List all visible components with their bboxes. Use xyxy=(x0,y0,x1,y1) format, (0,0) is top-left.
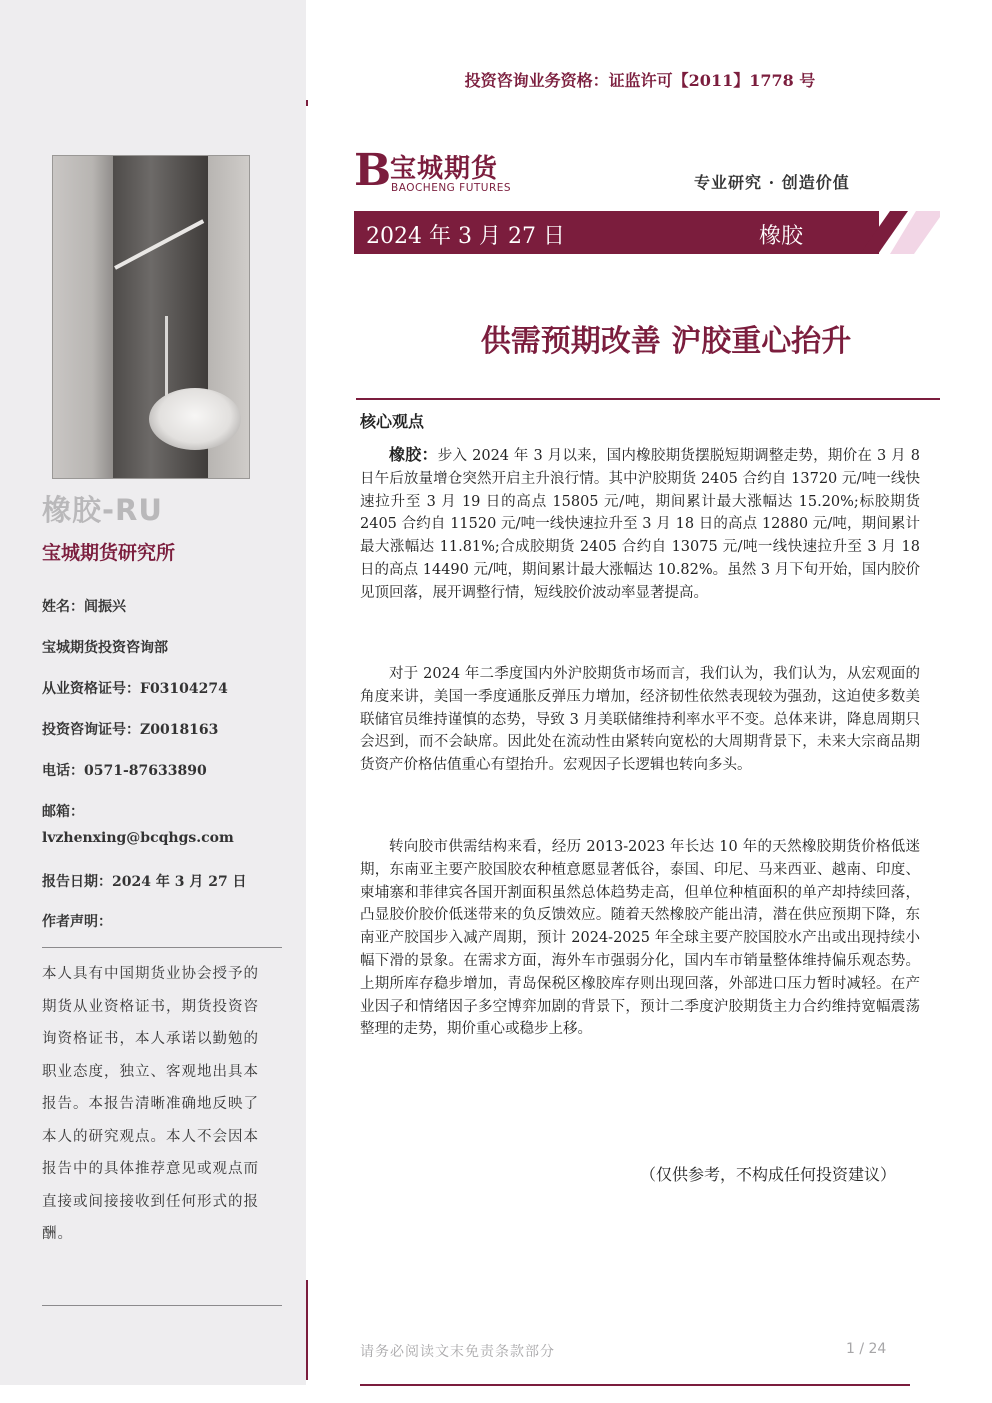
logo-text-en: BAOCHENG FUTURES xyxy=(391,182,512,194)
sidebar-title: 橡胶-RU xyxy=(42,493,163,527)
analyst-dept: 宝城期货投资咨询部 xyxy=(42,640,168,656)
paragraph-3: 转向胶市供需结构来看，经历 2013-2023 年长达 10 年的天然橡胶期货价格低迷期，东南亚主要产胶国胶农种植意愿显著低谷，泰国、印尼、马来西亚、越南、印度、柬埔寨和菲律宾各国开割面积虽然总体趋势走高，但单位种植面积的单产却持续回落，凸显胶价胶价低迷带来的负反馈效应。随着天然橡胶产能出清，潜在供应预期下降，东南亚产胶国步入减产周期，预计 2024-2025 年全球主要产胶国胶水产出或出现持续小幅下滑的景象。在需求方面，海外车市强弱分化，国内车市销量整体维持偏乐观态势。上期所库存稳步增加，青岛保税区橡胶库存则出现回落，外部进口压力暂时减轻。在产业因子和情绪因子多空博弈加剧的背景下，预计二季度沪胶期货主力合约维持宽幅震荡整理的走势，期价重心或稳步上移。 xyxy=(360,839,920,1038)
email-link[interactable]: lvzhenxing@bcqhgs.com xyxy=(42,830,234,846)
footer-divider xyxy=(360,1384,910,1386)
rubber-tree-photo xyxy=(52,155,250,479)
paragraph-1-lead: 橡胶： xyxy=(389,445,438,464)
sidebar xyxy=(0,0,306,1385)
email-label: 邮箱： xyxy=(42,804,84,820)
vertical-rule-bottom xyxy=(306,1280,308,1380)
logo-mark-icon: B xyxy=(354,145,392,196)
category-label: 橡胶 xyxy=(759,224,804,249)
investment-disclaimer: （仅供参考，不构成任何投资建议） xyxy=(640,1165,897,1184)
footer-notice: 请务必阅读文末免责条款部分 xyxy=(360,1344,555,1360)
vertical-rule-top xyxy=(306,100,308,106)
practice-cert: 从业资格证号：F03104274 xyxy=(42,681,228,697)
section-title: 核心观点 xyxy=(360,412,425,431)
phone: 电话：0571-87633890 xyxy=(42,763,207,779)
company-logo xyxy=(354,145,524,198)
report-date: 报告日期：2024 年 3 月 27 日 xyxy=(42,874,247,890)
paragraph-1 xyxy=(360,444,920,605)
headline-divider xyxy=(356,398,940,400)
sidebar-institute: 宝城期货研究所 xyxy=(42,542,176,564)
paragraph-1-body: 步入 2024 年 3 月以来，国内橡胶期货摆脱短期调整走势，期价在 3 月 8 日午后放量增仓突然开启主升浪行情。其中沪胶期货 2405 合约自 13720 元/吨一线快速拉升至 3 月 19 日的高点 15805 元/吨，期间累计最大涨幅达 15.20%;标胶期货 2405 合约自 11520 元/吨一线快速拉升至 3 月 18 日的高点 12880 元/吨，期间累计最大涨幅达 11.81%;合成胶期货 2405 合约自 13075 元/吨一线快速拉升至 3 月 18 日的高点 14490 元/吨，期间累计最大涨幅达 10.82%。虽然 3 月下旬开始，国内胶价见顶回落，展开调整行情，短线胶价波动率显著提高。 xyxy=(360,448,920,601)
logo-text-cn: 宝城期货 xyxy=(390,154,499,184)
date-banner xyxy=(354,211,879,254)
analyst-name: 姓名：闾振兴 xyxy=(42,599,126,615)
page-number: 1 / 24 xyxy=(846,1341,887,1357)
paragraph-2: 对于 2024 年二季度国内外沪胶期货市场而言，我们认为，我们认为，从宏观面的角度来讲，美国一季度通胀反弹压力增加，经济韧性依然表现较为强劲，这迫使多数美联储官员维持谨慎的态势，导致 3 月美联储维持利率水平不变。总体来讲，降息周期只会迟到，而不会缺席。因此处在流动性由紧转向宽松的大周期背景下，未来大宗商品期货资产价格估值重心有望抬升。宏观因子长逻辑也转向多头。 xyxy=(360,666,920,774)
headline: 供需预期改善 沪胶重心抬升 xyxy=(480,324,852,359)
consult-cert: 投资咨询证号：Z0018163 xyxy=(42,722,219,738)
license-line: 投资咨询业务资格：证监许可【2011】1778 号 xyxy=(464,71,816,90)
author-statement: 本人具有中国期货业协会授予的期货从业资格证书，期货投资咨询资格证书，本人承诺以勤勉的职业态度，独立、客观地出具本报告。本报告清晰准确地反映了本人的研究观点。本人不会因本报告中的具体推荐意见或观点而直接或间接接收到任何形式的报酬。 xyxy=(42,966,259,1242)
statement-label: 作者声明： xyxy=(42,914,112,930)
sidebar-divider-bottom xyxy=(42,1305,282,1306)
latex-spout xyxy=(165,316,168,396)
report-date-banner: 2024 年 3 月 27 日 xyxy=(366,224,565,249)
slogan: 专业研究 · 创造价值 xyxy=(694,173,850,192)
latex-cup xyxy=(149,388,241,450)
banner-stripes-decoration xyxy=(860,211,940,254)
sidebar-divider-top xyxy=(42,947,282,948)
